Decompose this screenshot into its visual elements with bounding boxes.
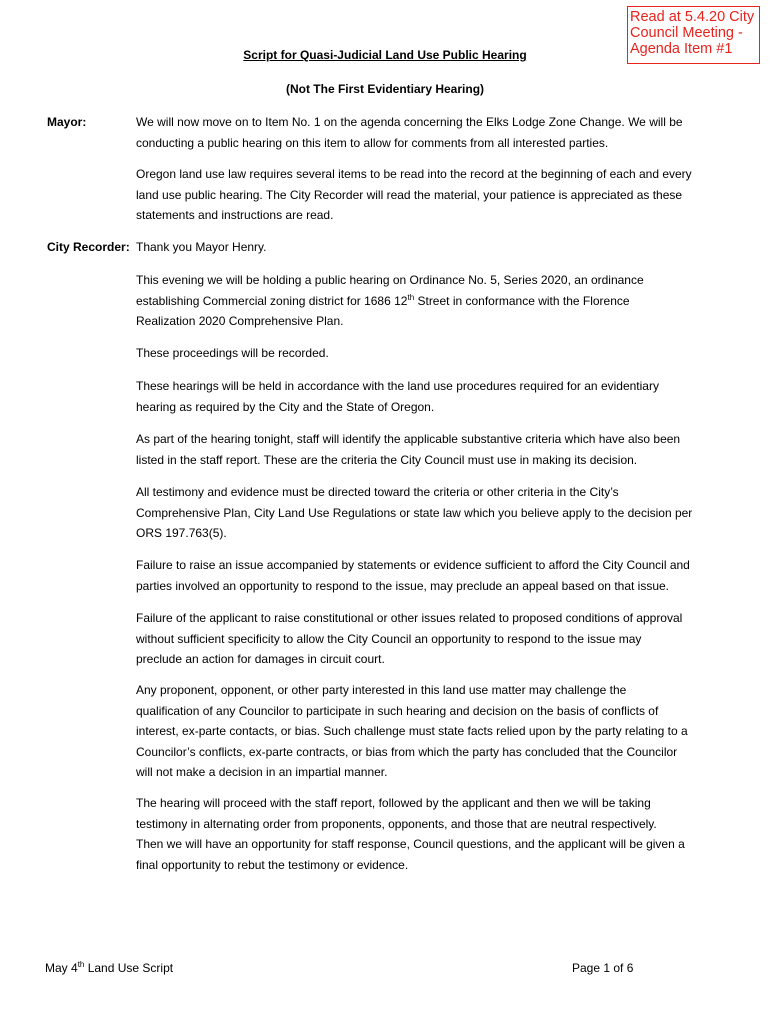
- text-line: will not make a decision in an impartial manner.: [136, 765, 388, 779]
- text-line: hearing as required by the City and the State of Oregon.: [136, 399, 435, 414]
- text-line: We will now move on to Item No. 1 on the agenda concerning the Elks Lodge Zone Change. We will be: [136, 115, 683, 129]
- text-line: final opportunity to rebut the testimony or evidence.: [136, 857, 409, 872]
- text-line: interest, ex-parte contacts, or bias. Such challenge must state facts relied upon by the party relating to a: [136, 724, 688, 738]
- paragraph: [136, 793, 726, 875]
- text-line: testimony in alternating order from proponents, opponents, and those that are neutral respectively.: [136, 816, 657, 831]
- text-line: Realization 2020 Comprehensive Plan.: [136, 314, 344, 328]
- text-line: Failure to raise an issue accompanied by statements or evidence sufficient to afford the City Council and: [136, 558, 690, 572]
- text-fragment: establishing Commercial zoning district for 1686 12: [136, 293, 408, 308]
- paragraph: [136, 237, 726, 258]
- text-line: The hearing will proceed with the staff report, followed by the applicant and then we will be taking: [136, 796, 651, 810]
- text-line: All testimony and evidence must be directed toward the criteria or other criteria in the City’s: [136, 485, 619, 499]
- paragraph: [136, 164, 726, 226]
- page-subtitle: (Not The First Evidentiary Hearing): [285, 82, 485, 96]
- text-line: [136, 291, 726, 312]
- ordinal-superscript: th: [407, 292, 415, 302]
- text-line: This evening we will be holding a public hearing on Ordinance No. 5, Series 2020, an ordinance: [136, 273, 644, 287]
- text-line: listed in the staff report. These are the criteria the City Council must use in making its decision.: [136, 452, 638, 467]
- text-line: land use public hearing. The City Recorder will read the material, your patience is appreciated as these: [136, 187, 683, 202]
- paragraph: [136, 680, 726, 783]
- paragraph: [136, 429, 726, 470]
- text-line: statements and instructions are read.: [136, 208, 334, 222]
- paragraph: [136, 270, 726, 332]
- stamp-line: Agenda Item #1: [630, 41, 733, 57]
- text-line: These proceedings will be recorded.: [136, 346, 329, 360]
- paragraph: [136, 112, 726, 153]
- text-line: Any proponent, opponent, or other party interested in this land use matter may challenge the: [136, 683, 627, 697]
- stamp-line: Read at 5.4.20 City: [630, 9, 755, 25]
- text-line: parties involved an opportunity to respond to the issue, may preclude an appeal based on that issue.: [136, 578, 670, 593]
- speaker-mayor: Mayor:: [47, 115, 87, 129]
- text-line: qualification of any Councilor to participate in such hearing and decision on the basis of conflicts of: [136, 703, 659, 718]
- footer-text: May 4: [45, 961, 78, 975]
- paragraph: [136, 555, 726, 596]
- text-line: Comprehensive Plan, City Land Use Regulations or state law which you believe apply to the decision per: [136, 505, 693, 520]
- text-fragment: Street in conformance with the Florence: [414, 293, 630, 308]
- text-line: Thank you Mayor Henry.: [136, 240, 267, 254]
- speaker-city-recorder: City Recorder:: [47, 240, 130, 254]
- text-line: Then we will have an opportunity for staff response, Council questions, and the applicant will be given a: [136, 837, 685, 851]
- footer-text: Land Use Script: [84, 961, 174, 975]
- paragraph: [136, 376, 726, 417]
- text-line: preclude an action for damages in circuit court.: [136, 652, 385, 666]
- page-title: Script for Quasi-Judicial Land Use Public Hearing: [243, 48, 527, 62]
- paragraph: [136, 482, 726, 544]
- footer-document-name: [45, 961, 173, 975]
- page-number: Page 1 of 6: [572, 961, 634, 975]
- text-line: As part of the hearing tonight, staff will identify the applicable substantive criteria which have also been: [136, 432, 681, 446]
- stamp-line: Council Meeting -: [630, 25, 743, 41]
- text-line: Failure of the applicant to raise constitutional or other issues related to proposed conditions of approval: [136, 611, 683, 625]
- footer-superscript: th: [77, 960, 85, 969]
- text-line: without sufficient specificity to allow the City Council an opportunity to respond to the issue may: [136, 631, 642, 646]
- text-line: Councilor’s conflicts, ex-parte contracts, or bias from which the party has concluded that the Councilor: [136, 744, 678, 759]
- paragraph: [136, 343, 726, 364]
- text-line: ORS 197.763(5).: [136, 526, 227, 540]
- text-line: These hearings will be held in accordance with the land use procedures required for an evidentiary: [136, 379, 659, 393]
- text-line: conducting a public hearing on this item to allow for comments from all interested parties.: [136, 135, 609, 150]
- text-line: Oregon land use law requires several items to be read into the record at the beginning of each and every: [136, 167, 692, 181]
- paragraph: [136, 608, 726, 670]
